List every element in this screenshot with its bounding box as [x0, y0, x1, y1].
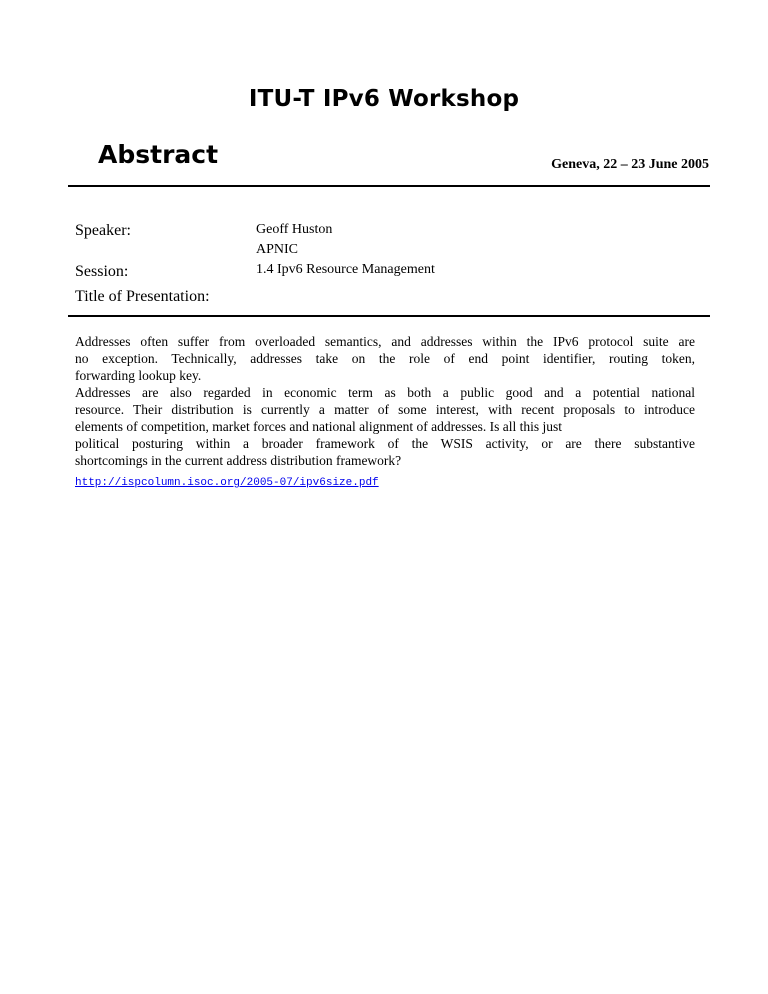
- abstract-line: Addresses are also regarded in economic term as both a public good and a potential national: [75, 385, 695, 400]
- reference-link[interactable]: http://ispcolumn.isoc.org/2005-07/ipv6size.pdf: [75, 477, 379, 489]
- session-value: 1.4 Ipv6 Resource Management: [256, 262, 435, 277]
- workshop-title: ITU-T IPv6 Workshop: [248, 86, 520, 112]
- abstract-line: elements of competition, market forces and national alignment of addresses. Is all this just: [75, 419, 562, 434]
- abstract-line: Addresses often suffer from overloaded semantics, and addresses within the IPv6 protocol suite are: [75, 334, 695, 349]
- abstract-line: shortcomings in the current address distribution framework?: [75, 453, 402, 468]
- session-label: Session:: [75, 263, 129, 280]
- abstract-heading: Abstract: [98, 140, 219, 169]
- abstract-line: forwarding lookup key.: [75, 368, 202, 383]
- top-rule: [68, 185, 710, 187]
- title-of-presentation-label: Title of Presentation:: [75, 288, 210, 305]
- speaker-label: Speaker:: [75, 222, 131, 239]
- abstract-line: political posturing within a broader framework of the WSIS activity, or are there substantive: [75, 436, 695, 451]
- speaker-organization: APNIC: [256, 242, 299, 257]
- venue-date: Geneva, 22 – 23 June 2005: [551, 157, 709, 172]
- speaker-name: Geoff Huston: [256, 222, 333, 237]
- bottom-rule: [68, 315, 710, 317]
- abstract-line: resource. Their distribution is currently a matter of some interest, with recent proposals to introduce: [75, 402, 695, 417]
- abstract-body: [75, 333, 695, 469]
- abstract-line: no exception. Technically, addresses take on the role of end point identifier, routing token,: [75, 351, 695, 366]
